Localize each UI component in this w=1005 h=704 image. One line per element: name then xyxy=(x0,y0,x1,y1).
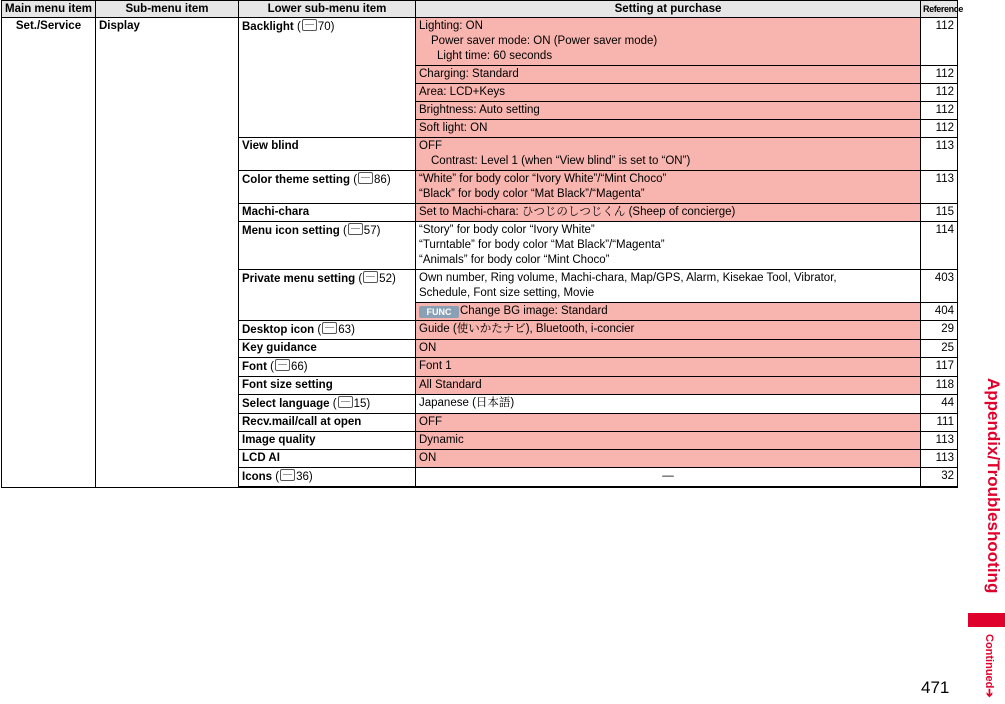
lower-item-label: Font xyxy=(242,361,267,373)
setting-line: Power saver mode: ON (Power saver mode) xyxy=(431,35,658,47)
reference-cell: 112 xyxy=(921,102,958,120)
menu-page-ref: 57 xyxy=(363,225,377,237)
setting-cell xyxy=(416,171,921,204)
table-header-row xyxy=(2,1,958,18)
menu-page-ref: 70 xyxy=(317,21,331,33)
setting-line: “Turntable” for body color “Mat Black”/“Magenta” xyxy=(419,239,665,251)
menu-icon xyxy=(280,469,295,481)
header-reference: Reference xyxy=(921,1,958,18)
menu-page-ref: 63 xyxy=(338,324,352,336)
setting-cell: Set to Machi-chara: ひつじのしつじくん (Sheep of concierge) xyxy=(416,204,921,222)
setting-line: Schedule, Font size setting, Movie xyxy=(419,287,595,299)
setting-cell xyxy=(416,18,921,66)
setting-cell xyxy=(416,303,921,321)
continued-text: Continued xyxy=(983,634,995,689)
menu-icon xyxy=(363,271,378,283)
setting-cell: — xyxy=(416,468,921,488)
setting-cell xyxy=(416,270,921,303)
menu-page-ref: 66 xyxy=(290,361,304,373)
lower-item-label: Backlight xyxy=(242,21,294,33)
reference-cell: 113 xyxy=(921,450,958,468)
reference-cell: 114 xyxy=(921,222,958,270)
setting-cell xyxy=(416,222,921,270)
menu-page-ref: 52 xyxy=(379,273,392,285)
lower-item-backlight: Backlight ( 70) xyxy=(239,18,416,138)
lower-item-select-language: Select language ( 15) xyxy=(239,395,416,414)
setting-line: Own number, Ring volume, Machi-chara, Map/GPS, Alarm, Kisekae Tool, Vibrator, xyxy=(419,272,837,284)
setting-line: “White” for body color “Ivory White”/“Mint Choco” xyxy=(419,173,667,185)
table-row-backlight-lighting xyxy=(2,18,958,66)
setting-cell: Brightness: Auto setting xyxy=(416,102,921,120)
setting-cell: Soft light: ON xyxy=(416,120,921,138)
menu-icon xyxy=(338,396,353,408)
func-key-icon: FUNC xyxy=(419,306,459,318)
reference-cell: 113 xyxy=(921,138,958,171)
menu-icon xyxy=(322,322,337,334)
menu-page-ref: 36 xyxy=(296,471,309,483)
lower-item-icons: Icons ( 36) xyxy=(239,468,416,488)
continued-label xyxy=(982,634,996,704)
lower-item-color-theme: Color theme setting ( 86) xyxy=(239,171,416,204)
menu-icon xyxy=(275,359,290,371)
menu-page-ref: 15 xyxy=(353,398,367,410)
setting-cell: Guide (使いかたナビ), Bluetooth, i-concier xyxy=(416,321,921,340)
lower-item-label: Private menu setting xyxy=(242,273,356,285)
setting-line: Lighting: ON xyxy=(419,20,483,32)
reference-cell: 112 xyxy=(921,18,958,66)
header-setting-at-purchase: Setting at purchase xyxy=(416,1,921,18)
reference-cell: 44 xyxy=(921,395,958,414)
setting-cell: Japanese (日本語) xyxy=(416,395,921,414)
lower-item-machi-chara: Machi-chara xyxy=(239,204,416,222)
lower-item-label: Select language xyxy=(242,398,330,410)
setting-cell: ON xyxy=(416,450,921,468)
header-main-menu-item: Main menu item xyxy=(2,1,96,18)
setting-line: Contrast: Level 1 (when “View blind” is set to “ON”) xyxy=(431,155,691,167)
reference-cell: 111 xyxy=(921,414,958,432)
lower-item-desktop-icon: Desktop icon ( 63) xyxy=(239,321,416,340)
setting-cell: Font 1 xyxy=(416,358,921,377)
setting-line: “Black” for body color “Mat Black”/“Magenta” xyxy=(419,188,645,200)
lower-item-label: Color theme setting xyxy=(242,174,350,186)
menu-icon xyxy=(302,19,317,31)
setting-cell: Charging: Standard xyxy=(416,66,921,84)
setting-line: “Animals” for body color “Mint Choco” xyxy=(419,254,610,266)
lower-item-key-guidance: Key guidance xyxy=(239,340,416,358)
section-tab-marker xyxy=(968,613,1005,627)
setting-line: Change BG image: Standard xyxy=(460,305,608,317)
lower-item-font-size: Font size setting xyxy=(239,377,416,395)
lower-item-recv-mail: Recv.mail/call at open xyxy=(239,414,416,432)
setting-cell: All Standard xyxy=(416,377,921,395)
reference-cell: 113 xyxy=(921,171,958,204)
lower-item-label: Menu icon setting xyxy=(242,225,340,237)
reference-cell: 117 xyxy=(921,358,958,377)
reference-cell: 32 xyxy=(921,468,958,488)
menu-icon xyxy=(348,223,363,235)
lower-item-view-blind: View blind xyxy=(239,138,416,171)
setting-cell: OFF xyxy=(416,414,921,432)
reference-cell: 115 xyxy=(921,204,958,222)
header-lower-sub-menu-item: Lower sub-menu item xyxy=(239,1,416,18)
reference-cell: 113 xyxy=(921,432,958,450)
setting-line: Light time: 60 seconds xyxy=(437,50,553,62)
setting-cell: ON xyxy=(416,340,921,358)
sub-menu-cell: Display xyxy=(96,18,239,488)
settings-table xyxy=(1,0,963,488)
reference-cell: 118 xyxy=(921,377,958,395)
reference-cell: 29 xyxy=(921,321,958,340)
reference-cell: 112 xyxy=(921,84,958,102)
setting-cell: Dynamic xyxy=(416,432,921,450)
reference-cell: 112 xyxy=(921,120,958,138)
lower-item-private-menu: Private menu setting ( 52) xyxy=(239,270,416,321)
arrow-right-icon: ➔ xyxy=(983,688,995,698)
reference-cell: 403 xyxy=(921,270,958,303)
lower-item-image-quality: Image quality xyxy=(239,432,416,450)
reference-cell: 112 xyxy=(921,66,958,84)
setting-cell: Area: LCD+Keys xyxy=(416,84,921,102)
header-sub-menu-item: Sub-menu item xyxy=(96,1,239,18)
reference-cell: 404 xyxy=(921,303,958,321)
section-title: Appendix/Troubleshooting xyxy=(984,378,1003,594)
lower-item-menu-icon: Menu icon setting ( 57) xyxy=(239,222,416,270)
menu-page-ref: 86 xyxy=(374,174,387,186)
reference-cell: 25 xyxy=(921,340,958,358)
lower-item-lcd-ai: LCD AI xyxy=(239,450,416,468)
setting-line: OFF xyxy=(419,140,442,152)
lower-item-label: Desktop icon xyxy=(242,324,315,336)
setting-line: “Story” for body color “Ivory White” xyxy=(419,224,595,236)
lower-item-label: Icons xyxy=(242,471,273,483)
lower-item-font: Font ( 66) xyxy=(239,358,416,377)
setting-cell xyxy=(416,138,921,171)
menu-icon xyxy=(358,172,373,184)
main-menu-cell: Set./Service xyxy=(2,18,96,488)
page-number: 471 xyxy=(921,678,950,697)
